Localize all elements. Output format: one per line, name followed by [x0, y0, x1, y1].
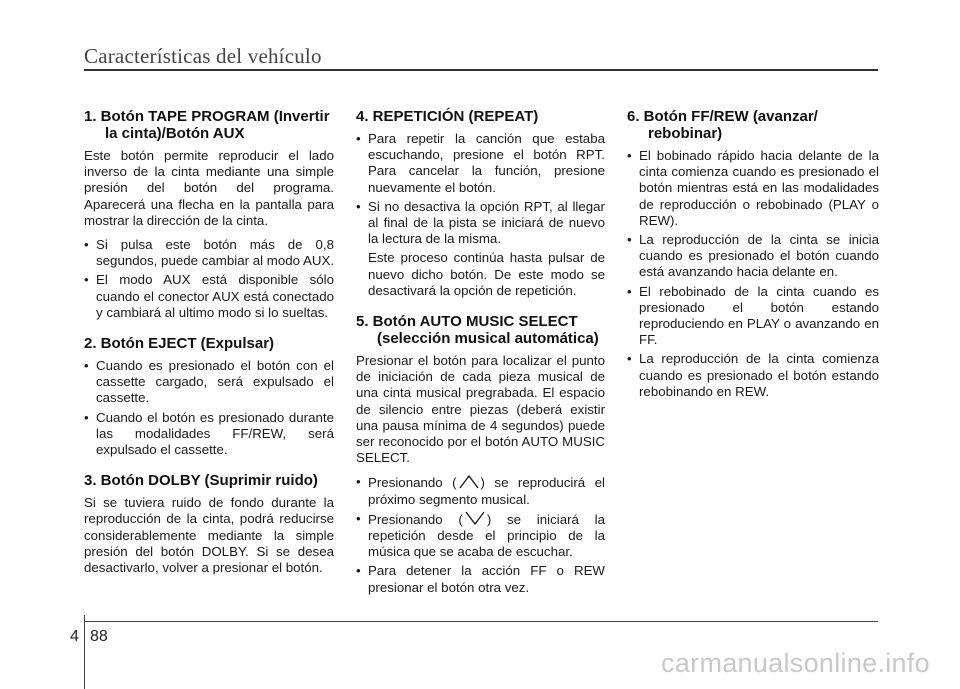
chapter-number: 4 [70, 628, 79, 645]
column-1 [84, 108, 334, 584]
section-title-eject: 2. Botón EJECT (Expulsar) [84, 335, 275, 353]
list-item: • Para repetir la canción que estaba escuchando, presione el botón RPT. Para cancelar la función, presione nuevamente el botón. [356, 131, 605, 196]
section-title-dolby: 3. Botón DOLBY (Suprimir ruido) [84, 472, 318, 490]
footer-vertical-rule [84, 615, 85, 689]
bullet-list-ff-rew [627, 148, 879, 400]
bullet-list-repeat [356, 131, 605, 299]
list-item [356, 474, 605, 507]
list-item: • El rebobinado de la cinta cuando es presionado el botón estando reproduciendo en PLAY o avanzando en FF. [627, 284, 879, 349]
column-2 [356, 108, 605, 600]
section-title-repeat: 4. REPETICIÓN (REPEAT) [356, 108, 539, 125]
list-item-subtext: Este proceso continúa hasta pulsar de nuevo dicho botón. De este modo se desactivará la opción de repetición. [368, 250, 605, 298]
bullet-list-tape-program [84, 237, 334, 321]
column-3 [627, 108, 879, 404]
list-item: • Cuando es presionado el botón con el cassette cargado, será expulsado el cassette. [84, 358, 334, 407]
list-item-text-pre: Presionando ( [368, 475, 457, 491]
section-title-ff-rew: 6. Botón FF/REW (avanzar/ rebobinar) [627, 108, 818, 142]
list-item-text: Si no desactiva la opción RPT, al llegar al final de la pista se iniciará de nuevo la lectura de la misma. [368, 198, 605, 247]
bullet-list-auto-music-select [356, 474, 605, 595]
watermark: carmanualsonline.info [661, 648, 930, 678]
list-item: • Cuando el botón es presionado durante las modalidades FF/REW, será expulsado el cassette. [84, 410, 334, 459]
section-body-tape-program: Este botón permite reproducir el lado inverso de la cinta mediante una simple presión del botón del programa. Aparecerá una flecha en la pantalla para mostrar la dirección de la cinta. [84, 148, 334, 228]
list-item-text-post: ) se iniciará la repetición desde el principio de la música que se acaba de escuchar. [368, 511, 606, 560]
section-body-auto-music-select: Presionar el botón para localizar el punto de iniciación de cada pieza musical de una cinta musical pregrabada. El espacio de silencio entre piezas (deberá existir una pausa mínima de 4 segundos) puede ser reconocido por el botón AUTO MUSIC SELECT. [356, 353, 605, 466]
header-rule [84, 69, 878, 71]
list-item: • El bobinado rápido hacia delante de la cinta comienza cuando es presionado el botón mientras está en las modalidades de reproducción o rebobinado (PLAY o REW). [627, 148, 879, 229]
list-item-text-pre: Presionando ( [368, 511, 463, 527]
list-item [356, 511, 605, 561]
list-item: • El modo AUX está disponible sólo cuando el conector AUX está conectado y cambiará al ultimo modo si lo sueltas. [84, 272, 334, 321]
chevron-down-icon [464, 511, 486, 526]
chevron-up-icon [458, 474, 480, 489]
section-body-dolby: Si se tuviera ruido de fondo durante la reproducción de la cinta, podrá reducirse considerablemente mediante la simple presión del botón DOLBY. Si se desea desactivarlo, volver a presionar el botón. [84, 495, 334, 576]
page-header-title: Características del vehículo [84, 44, 322, 68]
list-item: • Para detener la acción FF o REW presionar el botón otra vez. [356, 563, 605, 595]
footer-horizontal-rule [84, 621, 878, 622]
section-title-auto-music-select: 5. Botón AUTO MUSIC SELECT (selección musical automática) [356, 313, 599, 348]
list-item: • La reproducción de la cinta comienza cuando es presionado el botón estando rebobinando en REW. [627, 351, 879, 400]
page-number: 88 [90, 628, 108, 645]
bullet-list-eject [84, 358, 334, 458]
list-item-text-post: ) se reproducirá el próximo segmento musical. [368, 475, 605, 507]
list-item: • Si pulsa este botón más de 0,8 segundos, puede cambiar al modo AUX. [84, 237, 334, 269]
list-item [356, 199, 605, 299]
list-item: • La reproducción de la cinta se inicia cuando es presionado el botón cuando está avanzando hacia delante en. [627, 232, 879, 281]
section-title-tape-program: 1. Botón TAPE PROGRAM (Invertir la cinta)/Botón AUX [84, 108, 330, 142]
